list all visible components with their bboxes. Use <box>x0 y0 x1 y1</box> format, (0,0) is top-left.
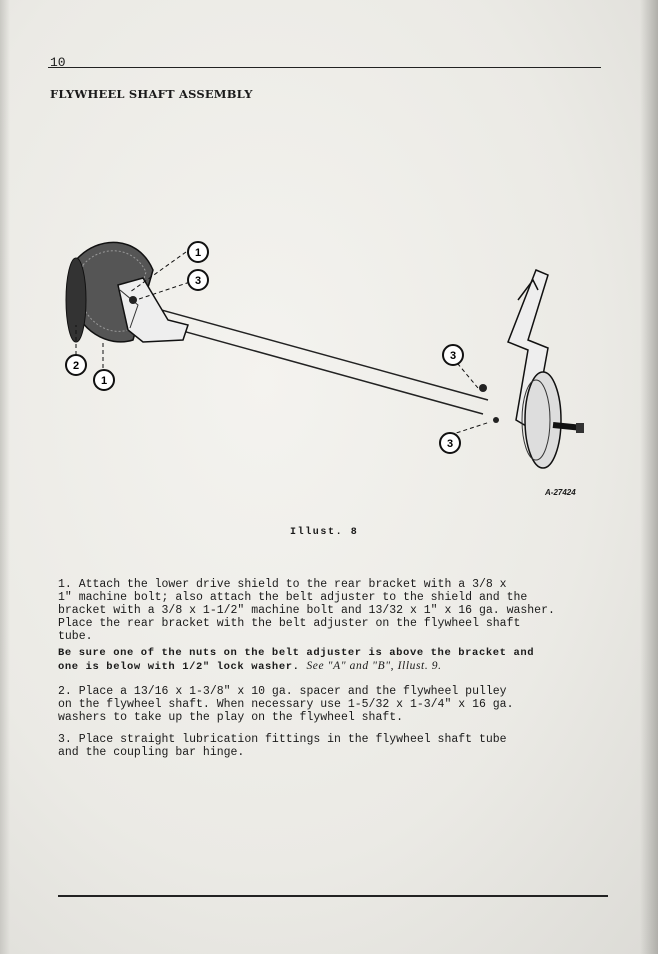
footer-rule <box>58 895 608 897</box>
page-number: 10 <box>50 55 66 70</box>
header-rule <box>48 67 601 68</box>
page-edge-shadow-right <box>640 0 658 954</box>
callout-1-left <box>94 370 114 390</box>
figure-reference: A-27424 <box>545 488 576 497</box>
section-title: FLYWHEEL SHAFT ASSEMBLY <box>50 87 253 101</box>
instruction-note <box>58 647 598 674</box>
flywheel-pulley <box>522 372 584 468</box>
callout-1-top <box>188 242 208 262</box>
figure-caption: Illust. 8 <box>290 527 359 538</box>
callout-label: 3 <box>449 350 457 362</box>
instruction-step-1: 1. Attach the lower drive shield to the rear bracket with a 3/8 x 1" machine bolt; also attach the belt adjuster to the shield and the bracket with a 3/8 x 1-1/2" machine bolt and 13/32 x 1" x 16 ga. washer. Place the rear bracket with the belt adjuster on the flywheel shaft tube. <box>58 578 555 643</box>
flywheel-shaft-illustration <box>58 230 598 490</box>
callout-label: 1 <box>100 375 108 387</box>
flywheel-shaft-tube <box>114 298 488 414</box>
note-bold-text: Be sure one of the nuts on the belt adjuster is above the bracket and one is below with 1/2" lock washer. <box>58 647 535 673</box>
callout-label: 2 <box>72 360 80 372</box>
callout-2-left <box>66 355 86 375</box>
page-edge-shadow-left <box>0 0 10 954</box>
callout-3-right-lower <box>440 433 460 453</box>
callout-label: 1 <box>194 247 202 259</box>
instruction-step-2: 2. Place a 13/16 x 1-3/8" x 10 ga. spacer and the flywheel pulley on the flywheel shaft. When necessary use 1-5/32 x 1-3/4" x 16 ga. washers to take up the play on the flywheel shaft. <box>58 685 514 724</box>
instruction-step-3: 3. Place straight lubrication fittings in the flywheel shaft tube and the coupling bar hinge. <box>58 733 507 759</box>
callout-label: 3 <box>194 275 202 287</box>
callout-3-right-upper <box>443 345 463 365</box>
note-italic-text: See "A" and "B", Illust. 9. <box>306 660 442 672</box>
callout-3-top <box>188 270 208 290</box>
callout-label: 3 <box>446 438 454 450</box>
